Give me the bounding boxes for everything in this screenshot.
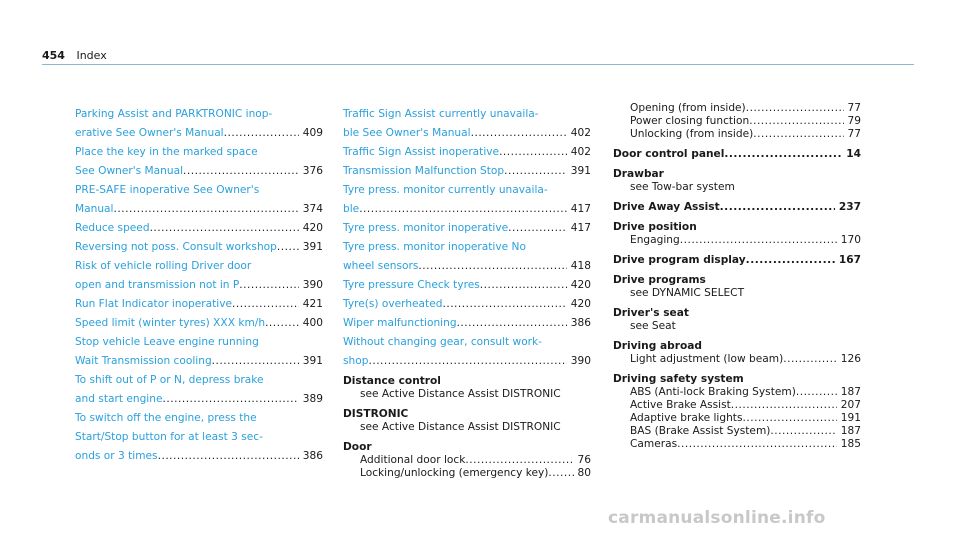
page-reference[interactable]: 409 <box>302 127 323 139</box>
page-reference[interactable]: 80 <box>577 467 591 479</box>
page-reference[interactable]: 237 <box>838 201 861 213</box>
entry-text: and start engine <box>75 393 163 405</box>
dot-leader <box>742 412 836 424</box>
index-heading <box>613 369 861 385</box>
dot-leader <box>677 438 837 450</box>
message-entry[interactable] <box>343 158 591 177</box>
entry-text: see Tow-bar system <box>630 181 735 193</box>
index-subentry <box>613 398 861 411</box>
entry-text: see DYNAMIC SELECT <box>630 287 745 299</box>
entry-text: See Owner's Manual <box>75 165 184 177</box>
entry-text: Without changing gear, consult work- <box>343 336 542 348</box>
entry-text: ABS (Anti-lock Braking System) <box>630 386 796 398</box>
dot-leader <box>114 203 299 215</box>
dot-leader <box>418 260 566 272</box>
page-reference[interactable]: 420 <box>302 222 323 234</box>
entry-text: DISTRONIC <box>343 408 409 420</box>
dot-leader <box>680 234 837 246</box>
message-entry[interactable] <box>343 310 591 329</box>
index-heading <box>613 144 861 160</box>
dot-leader <box>183 165 299 177</box>
page-reference[interactable]: 77 <box>847 102 861 114</box>
dot-leader <box>457 317 567 329</box>
index-heading <box>613 217 861 233</box>
entry-text: Driver's seat <box>613 307 689 319</box>
page-reference[interactable]: 400 <box>302 317 323 329</box>
message-entry[interactable] <box>343 234 591 253</box>
entry-text: Manual <box>75 203 114 215</box>
entry-text: Drive programs <box>613 274 706 286</box>
entry-text: Stop vehicle Leave engine running <box>75 336 259 348</box>
message-entry[interactable] <box>75 234 323 253</box>
entry-text: Traffic Sign Assist currently unavaila- <box>343 108 539 120</box>
dot-leader <box>746 254 835 266</box>
entry-text: see Seat <box>630 320 676 332</box>
dot-leader <box>548 467 573 479</box>
page-title: Index <box>76 49 107 62</box>
dot-leader <box>720 201 835 213</box>
entry-text: Drawbar <box>613 168 664 180</box>
entry-text: Transmission Malfunction Stop <box>343 165 505 177</box>
entry-text: Power closing function <box>630 115 750 127</box>
index-heading <box>613 336 861 352</box>
dot-leader <box>277 241 299 253</box>
entry-text: Engaging <box>630 234 680 246</box>
entry-text: Unlocking (from inside) <box>630 128 754 140</box>
index-subentry <box>613 180 861 193</box>
dot-leader <box>239 279 298 291</box>
entry-text: Opening (from inside) <box>630 102 746 114</box>
message-entry[interactable] <box>343 215 591 234</box>
entry-text: To shift out of P or N, depress brake <box>75 374 264 386</box>
index-subentry <box>613 319 861 332</box>
dot-leader <box>150 222 299 234</box>
index-heading <box>613 164 861 180</box>
entry-text: Parking Assist and PARKTRONIC inop- <box>75 108 273 120</box>
page-reference[interactable]: 191 <box>840 412 861 424</box>
index-subentry <box>613 411 861 424</box>
message-entry[interactable] <box>75 443 323 462</box>
entry-text: Start/Stop button for at least 3 sec- <box>75 431 263 443</box>
index-heading <box>613 250 861 266</box>
dot-leader <box>224 127 299 139</box>
page-reference[interactable]: 386 <box>570 317 591 329</box>
entry-text: Distance control <box>343 375 441 387</box>
message-entry[interactable] <box>75 291 323 310</box>
dot-leader <box>162 393 298 405</box>
message-entry[interactable] <box>75 310 323 329</box>
dot-leader <box>731 399 837 411</box>
message-entry[interactable] <box>343 101 591 120</box>
page-reference[interactable]: 418 <box>570 260 591 272</box>
message-entry[interactable] <box>75 215 323 234</box>
entry-text: Driving abroad <box>613 340 702 352</box>
page-reference[interactable]: 376 <box>302 165 323 177</box>
entry-text: Reduce speed <box>75 222 150 234</box>
entry-text: Run Flat Indicator inoperative <box>75 298 233 310</box>
entry-text: ble See Owner's Manual <box>343 127 471 139</box>
entry-text: Drive program display <box>613 254 746 266</box>
dot-leader <box>212 355 299 367</box>
entry-text: BAS (Brake Assist System) <box>630 425 771 437</box>
page-reference[interactable]: 402 <box>570 146 591 158</box>
index-subentry <box>613 437 861 450</box>
entry-text: Cameras <box>630 438 678 450</box>
message-entry[interactable] <box>343 348 591 367</box>
message-entry[interactable] <box>75 158 323 177</box>
dot-leader <box>796 386 837 398</box>
message-entry[interactable] <box>343 291 591 310</box>
dot-leader <box>465 454 573 466</box>
entry-text: Tyre press. monitor currently unavaila- <box>343 184 548 196</box>
entry-text: Door control panel <box>613 148 725 160</box>
message-entry[interactable] <box>343 196 591 215</box>
dot-leader <box>499 146 567 158</box>
page-reference[interactable]: 420 <box>570 279 591 291</box>
page-header <box>42 49 107 62</box>
page-reference[interactable]: 79 <box>847 115 861 127</box>
entry-text: Tyre press. monitor inoperative No <box>343 241 526 253</box>
index-subentry <box>613 424 861 437</box>
page-reference[interactable]: 417 <box>570 203 591 215</box>
index-subentry <box>613 385 861 398</box>
message-entry[interactable] <box>75 424 323 443</box>
dot-leader <box>265 317 299 329</box>
page-reference[interactable]: 391 <box>570 165 591 177</box>
entry-text: ble <box>343 203 360 215</box>
index-subentry <box>613 352 861 365</box>
message-entry[interactable] <box>75 101 323 120</box>
entry-text: see Active Distance Assist DISTRONIC <box>360 388 561 400</box>
dot-leader <box>504 165 567 177</box>
entry-text: Wait Transmission cooling <box>75 355 212 367</box>
dot-leader <box>232 298 299 310</box>
index-column-1 <box>75 101 323 462</box>
index-subentry <box>613 127 861 140</box>
dot-leader <box>471 127 567 139</box>
entry-text: Active Brake Assist <box>630 399 731 411</box>
index-column-2 <box>343 101 591 479</box>
index-column-3 <box>613 101 861 450</box>
entry-text: Place the key in the marked space <box>75 146 258 158</box>
dot-leader <box>442 298 566 310</box>
index-subentry <box>613 101 861 114</box>
message-entry[interactable] <box>343 272 591 291</box>
entry-text: wheel sensors <box>343 260 419 272</box>
page-reference[interactable]: 421 <box>302 298 323 310</box>
message-entry[interactable] <box>75 348 323 367</box>
message-entry[interactable] <box>343 329 591 348</box>
message-entry[interactable] <box>75 405 323 424</box>
entry-text: PRE-SAFE inoperative See Owner's <box>75 184 260 196</box>
page-reference[interactable]: 390 <box>302 279 323 291</box>
message-entry[interactable] <box>75 139 323 158</box>
page-number: 454 <box>42 49 65 62</box>
page-reference[interactable]: 390 <box>570 355 591 367</box>
page-reference[interactable]: 386 <box>302 450 323 462</box>
page-reference[interactable]: 126 <box>840 353 861 365</box>
page-reference[interactable]: 391 <box>302 241 323 253</box>
entry-text: Tyre press. monitor inoperative <box>343 222 509 234</box>
index-subentry <box>343 453 591 466</box>
dot-leader <box>480 279 567 291</box>
page-reference[interactable]: 402 <box>570 127 591 139</box>
page-reference[interactable]: 187 <box>840 386 861 398</box>
entry-text: Light adjustment (low beam) <box>630 353 784 365</box>
entry-text: Additional door lock <box>360 454 466 466</box>
message-entry[interactable] <box>75 196 323 215</box>
entry-text: Wiper malfunctioning <box>343 317 457 329</box>
entry-text: Traffic Sign Assist inoperative <box>343 146 500 158</box>
index-heading <box>343 371 591 387</box>
index-subentry <box>343 387 591 400</box>
entry-text: shop <box>343 355 369 367</box>
entry-text: erative See Owner's Manual <box>75 127 224 139</box>
message-entry[interactable] <box>75 177 323 196</box>
index-heading <box>613 270 861 286</box>
page-reference[interactable]: 170 <box>840 234 861 246</box>
entry-text: Tyre(s) overheated <box>343 298 443 310</box>
entry-text: Reversing not poss. Consult workshop <box>75 241 277 253</box>
message-entry[interactable] <box>343 177 591 196</box>
entry-text: Driving safety system <box>613 373 744 385</box>
message-entry[interactable] <box>343 253 591 272</box>
message-entry[interactable] <box>75 329 323 348</box>
message-entry[interactable] <box>343 139 591 158</box>
page-reference[interactable]: 77 <box>847 128 861 140</box>
entry-text: Speed limit (winter tyres) XXX km/h <box>75 317 266 329</box>
entry-text: see Active Distance Assist DISTRONIC <box>360 421 561 433</box>
dot-leader <box>770 425 836 437</box>
message-entry[interactable] <box>75 253 323 272</box>
dot-leader <box>724 148 842 160</box>
entry-text: Locking/unlocking (emergency key) <box>360 467 549 479</box>
dot-leader <box>359 203 567 215</box>
index-subentry <box>343 466 591 479</box>
index-heading <box>613 303 861 319</box>
page-reference[interactable]: 187 <box>840 425 861 437</box>
entry-text: onds or 3 times <box>75 450 158 462</box>
page-reference[interactable]: 14 <box>846 148 861 160</box>
message-entry[interactable] <box>343 120 591 139</box>
dot-leader <box>746 102 844 114</box>
dot-leader <box>508 222 567 234</box>
page-reference[interactable]: 389 <box>302 393 323 405</box>
entry-text: To switch off the engine, press the <box>75 412 257 424</box>
index-subentry <box>343 420 591 433</box>
entry-text: open and transmission not in P <box>75 279 240 291</box>
message-entry[interactable] <box>75 367 323 386</box>
entry-text: Risk of vehicle rolling Driver door <box>75 260 252 272</box>
entry-text: Tyre pressure Check tyres <box>343 279 480 291</box>
message-entry[interactable] <box>75 386 323 405</box>
index-subentry <box>613 233 861 246</box>
page-reference[interactable]: 374 <box>302 203 323 215</box>
index-heading <box>613 197 861 213</box>
page-reference[interactable]: 207 <box>840 399 861 411</box>
header-rule <box>42 64 914 65</box>
page-reference[interactable]: 420 <box>570 298 591 310</box>
dot-leader <box>368 355 566 367</box>
index-heading <box>343 404 591 420</box>
page-reference[interactable]: 76 <box>577 454 591 466</box>
dot-leader <box>753 128 843 140</box>
index-heading <box>343 437 591 453</box>
dot-leader <box>783 353 837 365</box>
entry-text: Door <box>343 441 372 453</box>
page-reference[interactable]: 185 <box>840 438 861 450</box>
watermark: carmanualsonline.info <box>608 508 826 528</box>
page-reference[interactable]: 391 <box>302 355 323 367</box>
entry-text: Drive position <box>613 221 697 233</box>
page-reference[interactable]: 417 <box>570 222 591 234</box>
index-subentry <box>613 114 861 127</box>
message-entry[interactable] <box>75 272 323 291</box>
entry-text: Drive Away Assist <box>613 201 720 213</box>
dot-leader <box>158 450 299 462</box>
entry-text: Adaptive brake lights <box>630 412 743 424</box>
index-subentry <box>613 286 861 299</box>
dot-leader <box>749 115 843 127</box>
page-reference[interactable]: 167 <box>838 254 861 266</box>
message-entry[interactable] <box>75 120 323 139</box>
